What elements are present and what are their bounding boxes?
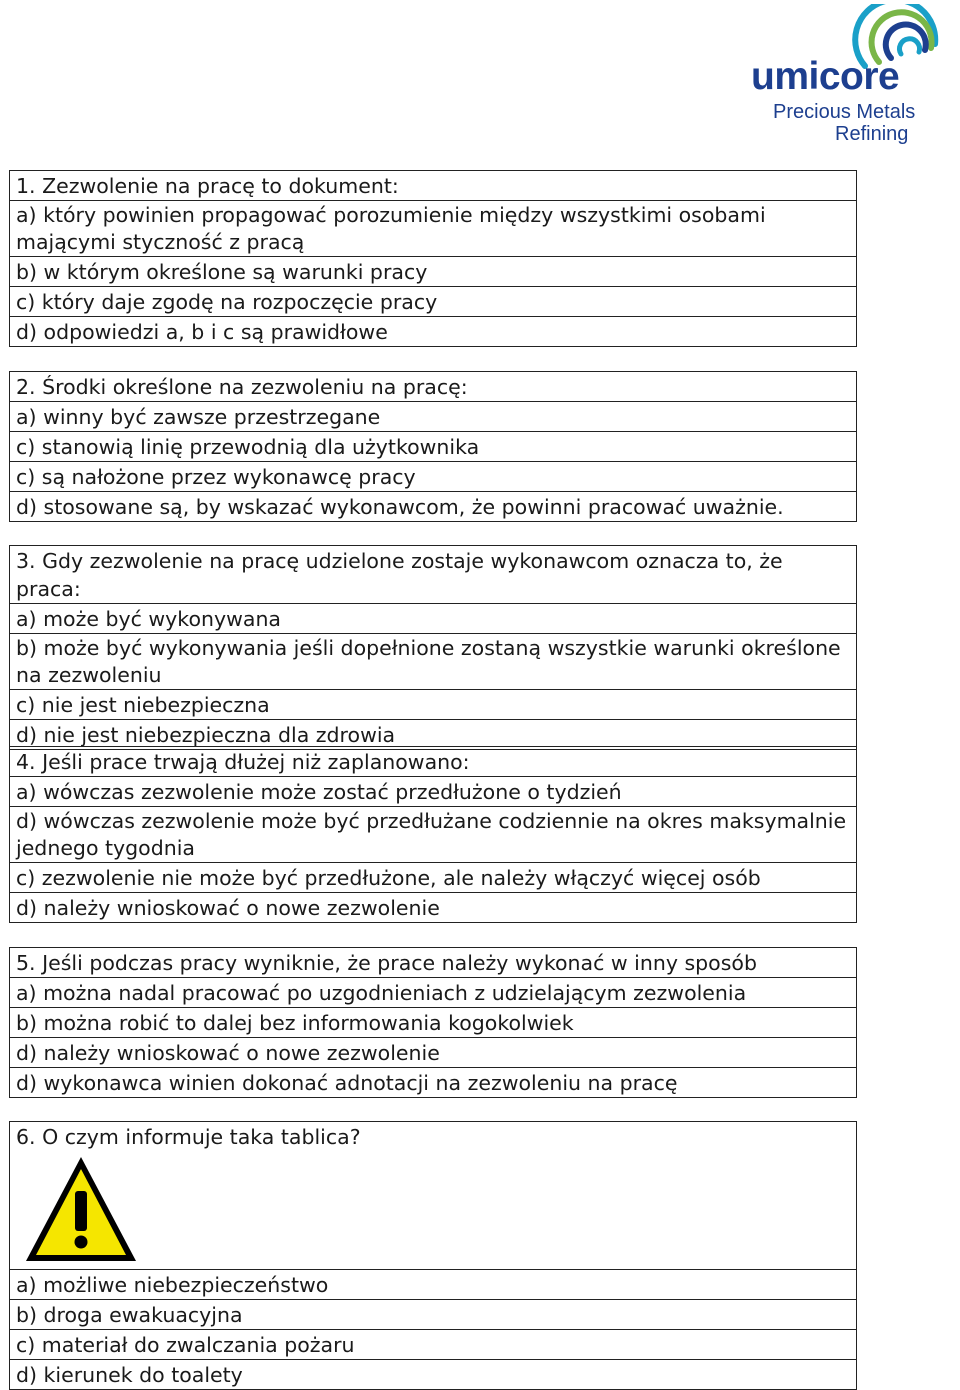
- answer-option[interactable]: c) materiał do zwalczania pożaru: [10, 1329, 856, 1359]
- answer-option[interactable]: b) w którym określone są warunki pracy: [10, 256, 856, 286]
- answer-option[interactable]: a) wówczas zezwolenie może zostać przedłużone o tydzień: [10, 776, 856, 806]
- logo-subtitle-1: Precious Metals: [773, 101, 916, 123]
- answer-option[interactable]: d) stosowane są, by wskazać wykonawcom, że powinni pracować uważnie.: [10, 491, 856, 521]
- answer-option[interactable]: c) stanowią linię przewodnią dla użytkownika: [10, 431, 856, 461]
- answer-option[interactable]: d) wówczas zezwolenie może być przedłużane codziennie na okres maksymalnie jednego tygodnia: [10, 806, 856, 862]
- warning-sign-area: [10, 1151, 856, 1269]
- answer-option[interactable]: c) który daje zgodę na rozpoczęcie pracy: [10, 286, 856, 316]
- logo-subtitle-2: Refining: [835, 123, 909, 145]
- question-4: [9, 746, 857, 923]
- answer-option[interactable]: c) nie jest niebezpieczna: [10, 689, 856, 719]
- answer-option[interactable]: b) droga ewakuacyjna: [10, 1299, 856, 1329]
- answer-option[interactable]: d) odpowiedzi a, b i c są prawidłowe: [10, 316, 856, 346]
- question-6: [9, 1121, 857, 1390]
- question-title: 2. Środki określone na zezwoleniu na pracę:: [16, 375, 468, 399]
- question-title: 3. Gdy zezwolenie na pracę udzielone zostaje wykonawcom oznacza to, że praca:: [16, 549, 783, 601]
- answer-option[interactable]: a) można nadal pracować po uzgodnieniach z udzielającym zezwolenia: [10, 977, 856, 1007]
- answer-option[interactable]: a) który powinien propagować porozumienie między wszystkimi osobami mającymi styczność z pracą: [10, 200, 856, 256]
- question-5: [9, 947, 857, 1098]
- question-3: [9, 545, 857, 750]
- answer-option[interactable]: d) należy wnioskować o nowe zezwolenie: [10, 892, 856, 922]
- logo-wordmark: umicore: [751, 55, 900, 98]
- answer-option[interactable]: d) należy wnioskować o nowe zezwolenie: [10, 1037, 856, 1067]
- question-title: 4. Jeśli prace trwają dłużej niż zaplanowano:: [16, 750, 470, 774]
- warning-triangle-icon: [22, 1153, 140, 1265]
- question-2: [9, 371, 857, 522]
- answer-option[interactable]: d) wykonawca winien dokonać adnotacji na zezwoleniu na pracę: [10, 1067, 856, 1097]
- answer-option[interactable]: c) zezwolenie nie może być przedłużone, ale należy włączyć więcej osób: [10, 862, 856, 892]
- question-1: [9, 170, 857, 347]
- answer-option[interactable]: b) może być wykonywania jeśli dopełnione zostaną wszystkie warunki określone na zezwoleniu: [10, 633, 856, 689]
- question-title: 1. Zezwolenie na pracę to dokument:: [16, 174, 399, 198]
- answer-option[interactable]: a) winny być zawsze przestrzegane: [10, 401, 856, 431]
- question-title: 5. Jeśli podczas pracy wyniknie, że prace należy wykonać w inny sposób: [16, 951, 757, 975]
- answer-option[interactable]: b) można robić to dalej bez informowania kogokolwiek: [10, 1007, 856, 1037]
- question-title: 6. O czym informuje taka tablica?: [16, 1125, 361, 1149]
- answer-option[interactable]: d) kierunek do toalety: [10, 1359, 856, 1389]
- answer-option[interactable]: d) nie jest niebezpieczna dla zdrowia: [10, 719, 856, 749]
- answer-option[interactable]: a) może być wykonywana: [10, 603, 856, 633]
- answer-option[interactable]: a) możliwe niebezpieczeństwo: [10, 1269, 856, 1299]
- answer-option[interactable]: c) są nałożone przez wykonawcę pracy: [10, 461, 856, 491]
- umicore-logo: [745, 4, 957, 144]
